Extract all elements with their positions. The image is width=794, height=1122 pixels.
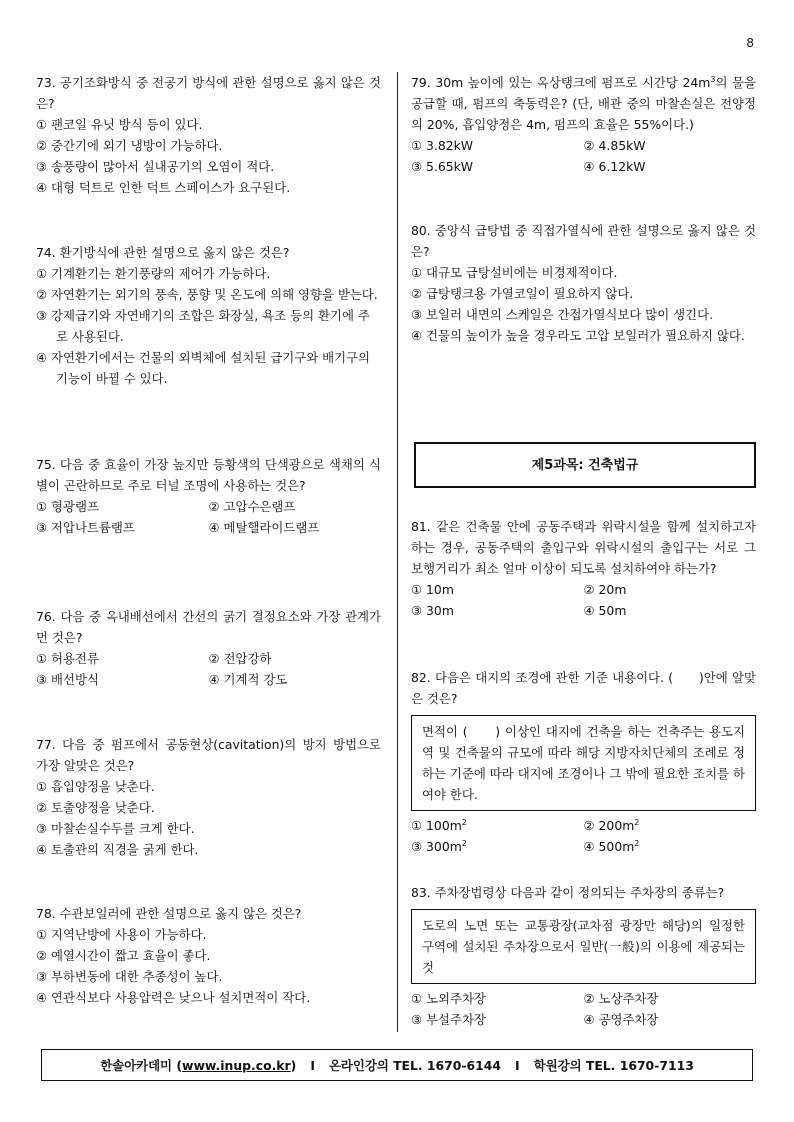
question-stem: 78. 수관보일러에 관한 설명으로 옳지 않은 것은? [36, 906, 302, 921]
option: ② 4.85kW [583, 138, 646, 153]
option-row [36, 496, 381, 517]
option: ④ 대형 덕트로 인한 덕트 스페이스가 요구된다. [36, 180, 291, 195]
option: ③ 30m [411, 603, 454, 618]
option: ① 지역난방에 사용이 가능하다. [36, 927, 207, 942]
question-stem: 82. 다음은 대지의 조경에 관한 기준 내용이다. ( )안에 알맞은 것은? [411, 670, 756, 706]
option: ① 허용전류 [36, 651, 99, 666]
option-row [36, 517, 381, 538]
option-row [411, 579, 756, 600]
option-row [411, 600, 756, 621]
option: ④ 기계적 강도 [208, 672, 288, 687]
option-row [411, 836, 756, 857]
option: ② 중간기에 외기 냉방이 가능하다. [36, 138, 223, 153]
option: ① 대규모 급탕설비에는 비경제적이다. [411, 265, 618, 280]
option: ① 팬코일 유닛 방식 등이 있다. [36, 117, 203, 132]
option: ② 고압수은램프 [208, 499, 296, 514]
option: ① 기계환기는 환기풍량의 제어가 가능하다. [36, 266, 271, 281]
condition-box: 면적이 ( ) 이상인 대지에 건축을 하는 건축주는 용도지역 및 건축물의 규모에 따라 해당 지방자치단체의 조례로 정하는 기준에 따라 대지에 조경이나 그 밖에 필요한 조치를 하여야 한다. [411, 715, 756, 811]
option: ② 예열시간이 짧고 효율이 좋다. [36, 948, 211, 963]
option: ② 전압강하 [208, 651, 272, 666]
option: ③ 보일러 내면의 스케일은 간접가열식보다 많이 생긴다. [411, 307, 714, 322]
question-stem: 76. 다음 중 옥내배선에서 간선의 굵기 결정요소와 가장 관계가 먼 것은? [36, 609, 381, 645]
option: ③ 부하변동에 대한 추종성이 높다. [36, 969, 223, 984]
option-row [411, 815, 756, 836]
option: ④ 건물의 높이가 높을 경우라도 고압 보일러가 필요하지 않다. [411, 328, 745, 343]
definition-box: 도로의 노면 또는 교통광장(교차점 광장만 해당)의 일정한 구역에 설치된 주차장으로서 일반(一般)의 이용에 제공되는 것 [411, 909, 756, 984]
question-73 [36, 72, 381, 198]
option: ③ 5.65kW [411, 159, 474, 174]
option: ④ 연관식보다 사용압력은 낮으나 설치면적이 작다. [36, 990, 311, 1005]
option: ④ 토출관의 직경을 굵게 한다. [36, 842, 199, 857]
option: ① 3.82kW [411, 138, 474, 153]
question-stem: 79. 30m 높이에 있는 옥상탱크에 펌프로 시간당 $24m^3$의 물을 공급할 때, 펌프의 축동력은? (단, 배관 중의 마찰손실은 전양정의 20%, 흡입양정은 4m, 펌프의 효율은 55%이다.) [411, 74, 756, 132]
footer-online-tel: 온라인강의 TEL. 1670-6144 [328, 1058, 502, 1073]
option-row [36, 648, 381, 669]
option: ④ $500m^2$ [583, 838, 640, 854]
option: ③ 송풍량이 많아서 실내공기의 오염이 적다. [36, 159, 275, 174]
section-title: 제5과목: 건축법규 [414, 442, 756, 488]
option: ② 자연환기는 외기의 풍속, 풍향 및 온도에 의해 영향을 받는다. [36, 287, 378, 302]
question-80 [411, 220, 756, 346]
question-82 [411, 667, 756, 857]
footer-url-link[interactable]: www.inup.co.kr [182, 1057, 291, 1073]
option-row [411, 988, 756, 1009]
question-74 [36, 242, 381, 389]
option: ② 급탕탱크용 가열코일이 필요하지 않다. [411, 286, 634, 301]
option: ② $200m^2$ [583, 817, 640, 833]
question-stem: 83. 주차장법령상 다음과 같이 정의되는 주차장의 종류는? [411, 885, 725, 900]
option: ① 10m [411, 582, 454, 597]
question-stem: 80. 중앙식 급탕법 중 직접가열식에 관한 설명으로 옳지 않은 것은? [411, 223, 756, 259]
option: ② 토출양정을 낮춘다. [36, 800, 155, 815]
option: ③ 배선방식 [36, 672, 99, 687]
option: ④ 50m [583, 603, 627, 618]
footer-bar: 한솔아카데미 ( www.inup.co.kr ) I 온라인강의 TEL. 1670-6144 I 학원강의 TEL. 1670-7113 [41, 1049, 753, 1081]
question-stem: 73. 공기조화방식 중 전공기 방식에 관한 설명으로 옳지 않은 것은? [36, 75, 381, 111]
question-77 [36, 734, 381, 860]
option: ④ 6.12kW [583, 159, 646, 174]
question-78 [36, 903, 381, 1008]
option-row [411, 156, 756, 177]
page-number: 8 [746, 36, 754, 50]
option: ① 흡입양정을 낮춘다. [36, 779, 155, 794]
option: ③ 저압나트륨램프 [36, 520, 135, 535]
option: ④ 공영주차장 [583, 1012, 659, 1027]
option-row [36, 669, 381, 690]
question-stem: 81. 같은 건축물 안에 공동주택과 위락시설을 함께 설치하고자 하는 경우, 공동주택의 출입구와 위락시설의 출입구는 서로 그 보행거리가 최소 얼마 이상이 되도록 설치하여야 하는가? [411, 519, 756, 576]
option-row [411, 1009, 756, 1030]
option-row [411, 135, 756, 156]
option: ① $100m^2$ [411, 817, 467, 833]
question-79 [411, 72, 756, 177]
question-83 [411, 882, 756, 1030]
question-stem: 74. 환기방식에 관한 설명으로 옳지 않은 것은? [36, 245, 290, 260]
option: ③ $300m^2$ [411, 838, 467, 854]
footer-separator: I [515, 1057, 520, 1073]
option: ④ 메탈핼라이드램프 [208, 520, 320, 535]
option: ② 노상주차장 [583, 991, 659, 1006]
option: ③ 마찰손실수두를 크게 한다. [36, 821, 195, 836]
column-divider [397, 72, 398, 1032]
footer-separator: I [310, 1057, 315, 1073]
question-75 [36, 454, 381, 538]
footer-academy-tel: 학원강의 TEL. 1670-7113 [533, 1058, 694, 1073]
footer-brand: 한솔아카데미 [100, 1058, 173, 1073]
question-76 [36, 606, 381, 690]
question-81 [411, 516, 756, 621]
option: ① 형광램프 [36, 499, 99, 514]
option: ④ 자연환기에서는 건물의 외벽체에 설치된 급기구와 배기구의 기능이 바뀔 수 있다. [36, 350, 370, 386]
option: ① 노외주차장 [411, 991, 486, 1006]
question-stem: 75. 다음 중 효율이 가장 높지만 등황색의 단색광으로 색채의 식별이 곤란하므로 주로 터널 조명에 사용하는 것은? [36, 457, 381, 493]
question-stem: 77. 다음 중 펌프에서 공동현상(cavitation)의 방지 방법으로 가장 알맞은 것은? [36, 737, 381, 773]
option: ③ 강제급기와 자연배기의 조합은 화장실, 욕조 등의 환기에 주로 사용된다. [36, 308, 370, 344]
option: ③ 부설주차장 [411, 1012, 486, 1027]
option: ② 20m [583, 582, 627, 597]
